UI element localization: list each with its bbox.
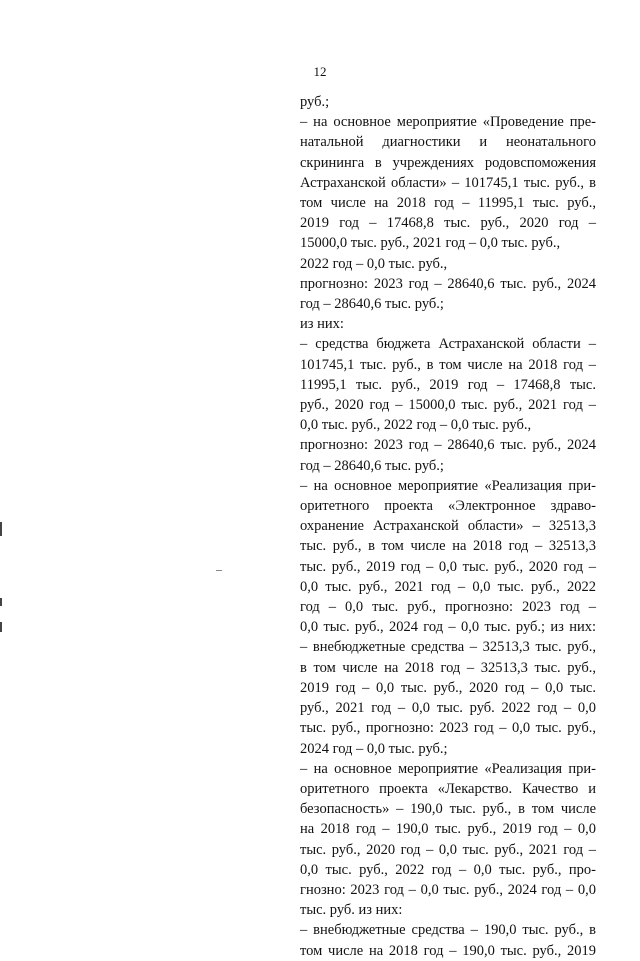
text-line: охранение Астраханской области» – 32513,3 bbox=[300, 518, 596, 535]
text-line: 0,0 тыс. руб., 2024 год – 0,0 тыс. руб.; из них: bbox=[300, 619, 596, 636]
text-line: тыс. руб., в том числе на 2018 год – 32513,3 bbox=[300, 538, 596, 555]
text-line: – средства бюджета Астраханской области – bbox=[300, 336, 596, 353]
text-line: оритетного проекта «Электронное здраво- bbox=[300, 498, 596, 515]
text-line: – на основное мероприятие «Реализация при- bbox=[300, 760, 596, 777]
scan-speck bbox=[216, 570, 222, 571]
page-number: 12 bbox=[313, 64, 327, 79]
text-line: год – 0,0 тыс. руб., прогнозно: 2023 год – bbox=[300, 599, 596, 616]
scan-edge-mark bbox=[0, 622, 2, 632]
text-line: на 2018 год – 190,0 тыс. руб., 2019 год – 0,0 bbox=[300, 821, 596, 838]
text-line: гнозно: 2023 год – 0,0 тыс. руб., 2024 год – 0,0 bbox=[300, 881, 596, 898]
scan-edge-mark bbox=[0, 598, 2, 606]
text-line: том числе на 2018 год – 11995,1 тыс. руб., bbox=[300, 195, 596, 212]
text-line: том числе на 2018 год – 190,0 тыс. руб., 2019 bbox=[300, 942, 596, 959]
text-line: – внебюджетные средства – 32513,3 тыс. руб., bbox=[300, 639, 596, 656]
document-text-column bbox=[300, 92, 596, 961]
text-line: безопасность» – 190,0 тыс. руб., в том числе bbox=[300, 801, 596, 818]
text-line: 2024 год – 0,0 тыс. руб.; bbox=[300, 740, 448, 757]
text-line: 0,0 тыс. руб., 2022 год – 0,0 тыс. руб., про- bbox=[300, 861, 596, 878]
text-line: натальной диагностики и неонатального bbox=[300, 134, 596, 151]
text-line: 11995,1 тыс. руб., 2019 год – 17468,8 тыс. bbox=[300, 376, 596, 393]
text-line: – внебюджетные средства – 190,0 тыс. руб., в bbox=[300, 922, 596, 939]
text-line: в том числе на 2018 год – 32513,3 тыс. руб., bbox=[300, 659, 596, 676]
text-line: 2022 год – 0,0 тыс. руб., bbox=[300, 255, 448, 272]
text-line: Астраханской области» – 101745,1 тыс. руб., в bbox=[300, 174, 596, 191]
text-line: тыс. руб., прогнозно: 2023 год – 0,0 тыс. руб., bbox=[300, 720, 596, 737]
scan-edge-mark bbox=[0, 522, 2, 536]
text-line: 0,0 тыс. руб., 2022 год – 0,0 тыс. руб., bbox=[300, 417, 532, 434]
text-line: год – 28640,6 тыс. руб.; bbox=[300, 296, 444, 313]
text-line: 2019 год – 0,0 тыс. руб., 2020 год – 0,0 тыс. bbox=[300, 679, 596, 696]
text-line: 101745,1 тыс. руб., в том числе на 2018 год – bbox=[300, 356, 596, 373]
text-line: год – 28640,6 тыс. руб.; bbox=[300, 457, 444, 474]
text-line: руб., 2021 год – 0,0 тыс. руб. 2022 год – 0,0 bbox=[300, 700, 596, 717]
text-line: руб.; bbox=[300, 94, 330, 110]
text-line: прогнозно: 2023 год – 28640,6 тыс. руб., 2024 bbox=[300, 275, 596, 292]
text-line: – на основное мероприятие «Проведение пре- bbox=[300, 114, 596, 131]
text-line: из них: bbox=[300, 316, 344, 333]
text-line: прогнозно: 2023 год – 28640,6 тыс. руб., 2024 bbox=[300, 437, 596, 454]
text-line: 0,0 тыс. руб., 2021 год – 0,0 тыс. руб., 2022 bbox=[300, 578, 596, 595]
text-line: 15000,0 тыс. руб., 2021 год – 0,0 тыс. руб., bbox=[300, 235, 561, 252]
text-line: тыс. руб., 2019 год – 0,0 тыс. руб., 2020 год – bbox=[300, 558, 596, 575]
text-line: – на основное мероприятие «Реализация при- bbox=[300, 477, 596, 494]
text-line: оритетного проекта «Лекарство. Качество и bbox=[300, 780, 596, 797]
text-line: 2019 год – 17468,8 тыс. руб., 2020 год – bbox=[300, 215, 596, 232]
text-line: руб., 2020 год – 15000,0 тыс. руб., 2021 год – bbox=[300, 397, 596, 414]
text-line: тыс. руб., 2020 год – 0,0 тыс. руб., 2021 год – bbox=[300, 841, 596, 858]
text-line: тыс. руб. из них: bbox=[300, 902, 403, 919]
text-line: скрининга в учреждениях родовспоможения bbox=[300, 154, 596, 171]
